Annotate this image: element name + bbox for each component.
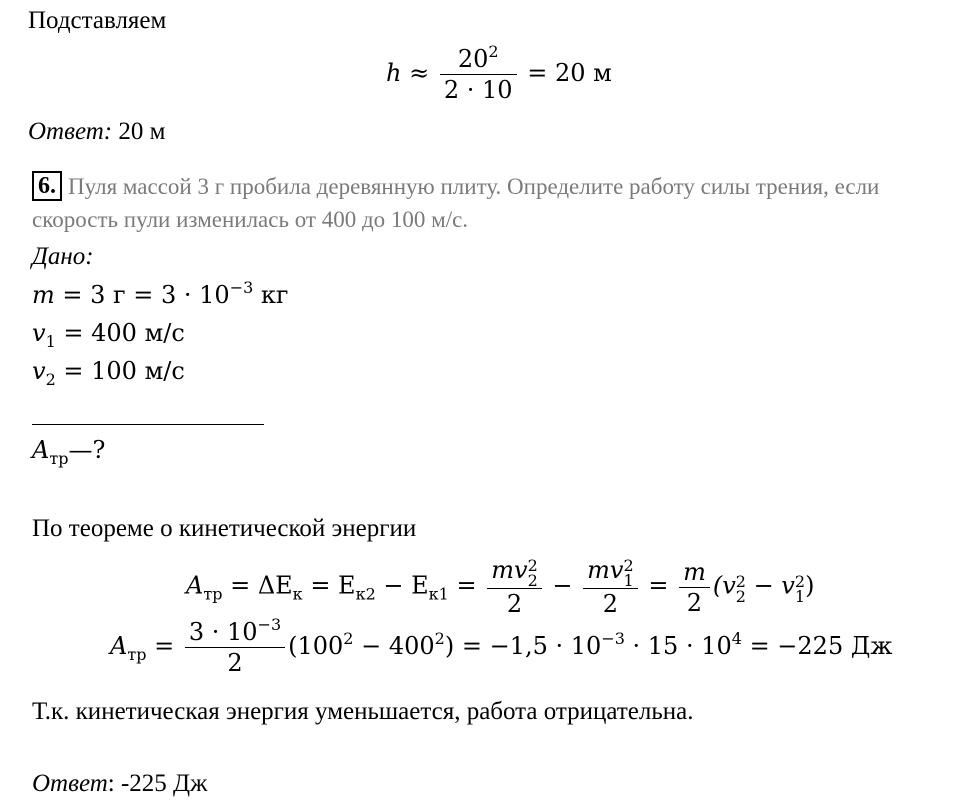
eq1-fraction-3 <box>679 557 710 618</box>
eq1-v2-sup: 2 <box>735 571 746 591</box>
height-result: = 20 м <box>527 59 612 87</box>
find-sub: тр <box>49 449 69 468</box>
problem-number-box: 6. <box>32 171 62 201</box>
v1-sub: 1 <box>45 332 56 351</box>
find-question: —? <box>68 436 106 464</box>
answer-1-label: Ответ: <box>28 118 113 145</box>
eq2-rest-exp2: 4 <box>731 629 742 648</box>
eq2-result: = −225 Дж <box>741 632 893 660</box>
eq1-f1-sub: 2 <box>527 571 538 590</box>
eq1-delta-sub: к <box>292 584 303 604</box>
mass-exp: −3 <box>229 278 254 297</box>
height-numerator <box>440 44 517 75</box>
eq2-p-mid: − 400 <box>353 632 435 660</box>
eq1-f1-sup: 2 <box>527 556 538 575</box>
conclusion-text: Т.к. кинетическая энергия уменьшается, работа отрицательна. <box>32 698 694 725</box>
answer-2 <box>32 769 207 799</box>
eq1-equals-2: = <box>648 571 669 600</box>
eq2-p-rest: ) = −1,5 · 10 <box>444 632 602 660</box>
find-symbol: A <box>32 436 50 464</box>
eq1-f2-den: 2 <box>602 590 619 618</box>
eq2-p-exp1: 2 <box>343 629 354 648</box>
eq1-fraction-1 <box>487 555 542 619</box>
mass-value: = 3 г = 3 · 10 <box>62 281 230 309</box>
eq1-f3-den: 2 <box>686 588 703 617</box>
eq2-work-symbol: A <box>110 632 128 660</box>
problem-line-2: скорость пули изменилась от 400 до 100 м/с. <box>32 207 469 232</box>
eq2-equals: = <box>154 632 175 660</box>
eq2-work-sub: тр <box>127 645 147 664</box>
answer-1-value: 20 м <box>118 118 166 145</box>
eq2-frac-num <box>185 617 285 648</box>
v2-symbol: v <box>32 357 46 385</box>
answer-1 <box>28 117 165 147</box>
mass-unit: кг <box>253 281 289 309</box>
given-divider <box>32 424 264 425</box>
eq1-ek1: − E <box>383 571 429 600</box>
eq1-paren-close: ) <box>805 571 815 600</box>
eq1-paren-open: (v <box>712 571 736 600</box>
eq1-f2-num <box>583 555 638 589</box>
v1-value: = 400 м/с <box>63 319 185 347</box>
problem-text-1: Пуля массой 3 г пробила деревянную плиту. Определите работу силы трения, если <box>68 174 880 199</box>
eq1-f2-supsub <box>623 558 633 588</box>
v1-symbol: v <box>32 319 46 347</box>
eq1-equals: = <box>456 571 477 600</box>
eq1-f1-num-text: mv <box>491 556 528 584</box>
eq2-rest-exp1: −3 <box>601 629 625 648</box>
eq1-ek2-sub: к2 <box>355 584 376 604</box>
given-v2 <box>32 356 185 389</box>
eq1-v2-sub: 2 <box>735 586 746 606</box>
eq1-ek2: = E <box>310 571 356 600</box>
find-work <box>32 435 106 468</box>
eq1-f1-supsub <box>528 558 538 588</box>
theorem-text: По теореме о кинетической энергии <box>32 515 417 542</box>
eq2-frac-den: 2 <box>227 649 243 677</box>
eq2-mid: · 15 · 10 <box>624 632 732 660</box>
equation-1 <box>186 555 814 619</box>
eq1-f2-sup: 2 <box>623 556 634 575</box>
eq2-p-exp2: 2 <box>434 629 445 648</box>
eq1-delta-e: = ΔE <box>230 571 293 600</box>
height-symbol: h <box>386 59 402 87</box>
eq1-minus-v1: − v <box>745 571 795 600</box>
formula-height <box>386 44 612 105</box>
eq2-frac-num-exp: −3 <box>257 615 282 634</box>
height-denominator: 2 · 10 <box>443 76 513 104</box>
eq1-f2-num-text: mv <box>587 556 624 584</box>
problem-line-1 <box>32 171 879 202</box>
intro-text: Подставляем <box>28 7 167 34</box>
eq1-v2-supsub <box>735 571 746 606</box>
eq1-work-symbol: A <box>186 571 204 600</box>
eq2-fraction <box>185 617 285 678</box>
given-label: Дано: <box>32 243 94 270</box>
height-fraction <box>440 44 517 105</box>
eq1-fraction-2 <box>583 555 638 619</box>
eq1-f3-num: m <box>679 557 710 588</box>
v2-value: = 100 м/с <box>63 357 185 385</box>
eq1-f1-den: 2 <box>506 590 523 618</box>
eq2-frac-num-text: 3 · 10 <box>188 618 258 646</box>
equation-2 <box>110 617 892 678</box>
answer-2-value: : -225 Дж <box>107 770 208 797</box>
mass-symbol: m <box>32 281 55 309</box>
answer-2-label: Ответ <box>32 770 108 797</box>
eq1-minus: − <box>552 571 573 600</box>
v2-sub: 2 <box>45 370 56 389</box>
approx-sign: ≈ <box>409 59 430 87</box>
eq1-f2-sub: 1 <box>623 571 634 590</box>
eq2-p-open: (100 <box>288 632 344 660</box>
eq1-v1-supsub <box>794 571 806 606</box>
given-mass <box>32 280 288 310</box>
eq1-ek1-sub: к1 <box>428 584 449 604</box>
eq1-v1-sub: 1 <box>794 586 806 606</box>
eq1-work-sub: тр <box>203 584 223 604</box>
num-exp: 2 <box>488 42 499 61</box>
eq1-f1-num <box>487 555 542 589</box>
num-base: 20 <box>457 45 489 73</box>
given-v1 <box>32 318 185 351</box>
eq1-v1-sup: 2 <box>794 571 806 591</box>
